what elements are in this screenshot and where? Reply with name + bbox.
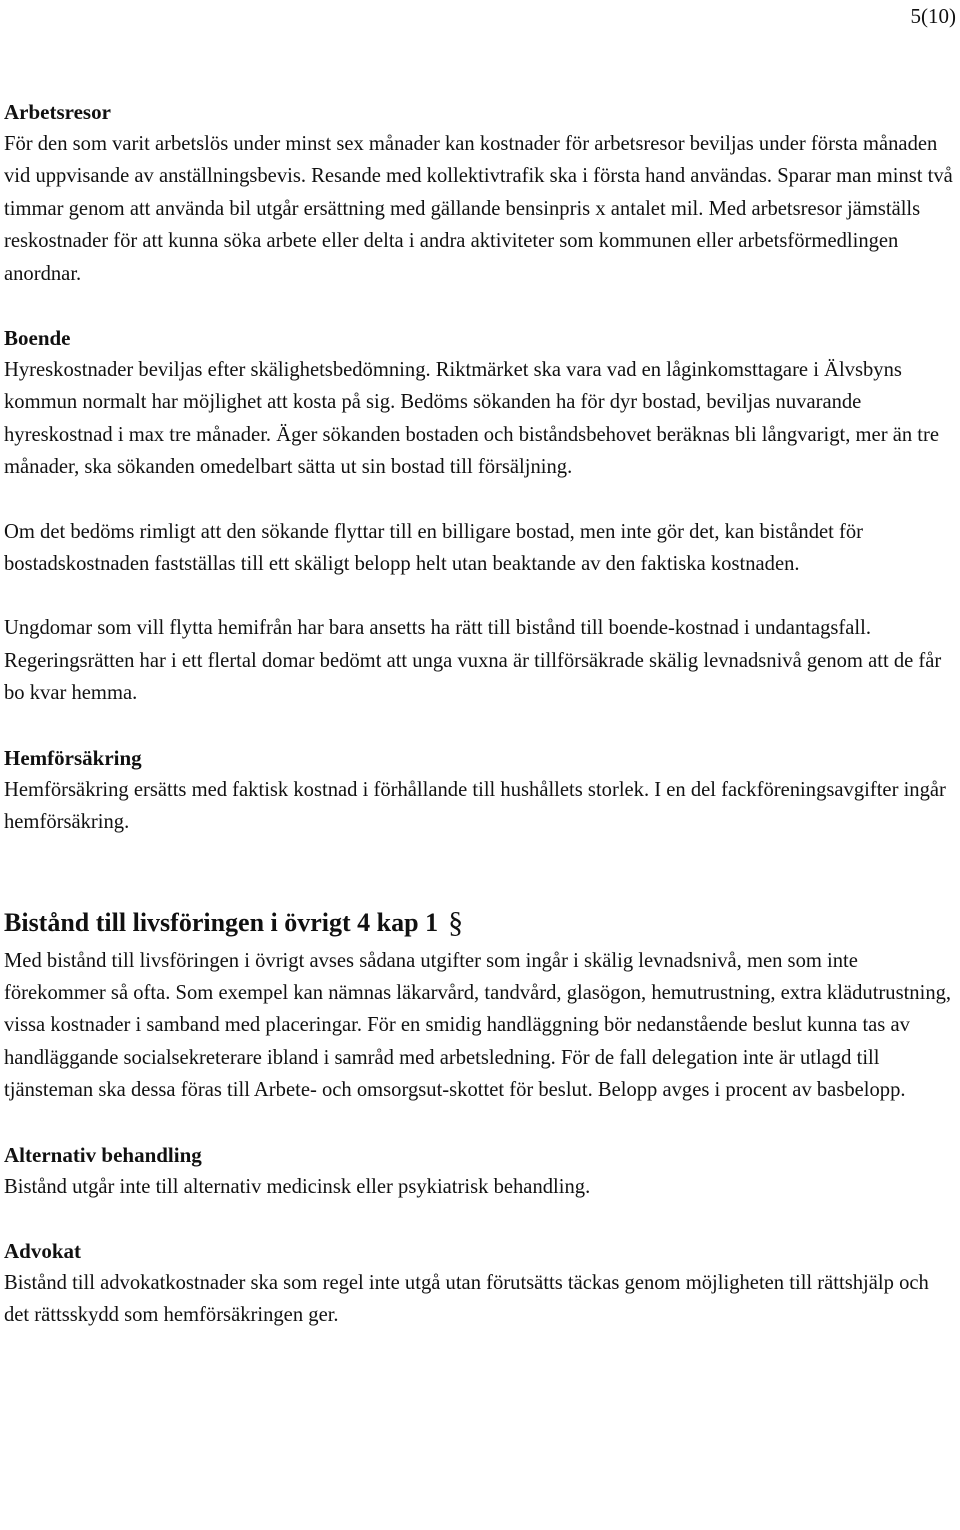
page-number: 5(10) [910, 4, 956, 28]
spacer [4, 580, 956, 612]
spacer [4, 839, 956, 901]
section-arbetsresor [4, 96, 956, 290]
paragraph-arbetsresor: För den som varit arbetslös under minst sex månader kan kostnader för arbetsresor beviljas under första månaden vid uppvisande av anställningsbevis. Resande med kollektivtrafik ska i första hand användas. Sparar man minst två timmar genom att använda bil utgår ersättning med gällande bensinpris x antalet mil. Med arbetsresor jämställs reskostnader för att kunna söka arbete eller delta i andra aktiviteter som kommunen eller arbetsförmedlingen anordnar. [4, 133, 953, 285]
section-hemforsakring [4, 742, 956, 839]
section-advokat [4, 1235, 956, 1332]
document-body [4, 96, 956, 1332]
section-sign-icon: § [448, 905, 464, 939]
spacer [4, 290, 956, 322]
heading-bistand [4, 901, 956, 945]
paragraph-advokat: Bistånd till advokatkostnader ska som regel inte utgå utan förutsätts täckas genom möjligheten till rättshjälp och det rättsskydd som hemförsäkringen ger. [4, 1271, 929, 1327]
section-bistand [4, 901, 956, 1107]
heading-advokat: Advokat [4, 1238, 82, 1263]
heading-boende: Boende [4, 326, 71, 351]
section-alternativ-behandling [4, 1139, 956, 1203]
spacer [4, 1107, 956, 1139]
heading-arbetsresor: Arbetsresor [4, 100, 111, 124]
section-boende [4, 322, 956, 710]
spacer [4, 484, 956, 516]
spacer [4, 1203, 956, 1235]
heading-bistand-text: Bistånd till livsföringen i övrigt 4 kap 1 [4, 907, 439, 937]
paragraph-boende-1: Hyreskostnader beviljas efter skälighetsbedömning. Riktmärket ska vara vad en låginkomsttagare i Älvsbyns kommun normalt har möjlighet att kosta på sig. Bedöms sökanden ha för dyr bostad, beviljas nuvarande hyreskostnad i max tre månader. Äger sökanden bostaden och biståndsbehovet beräknas bli långvarigt, mer än tre månader, ska sökanden omedelbart sätta ut sin bostad till försäljning. [4, 359, 940, 479]
paragraph-bistand: Med bistånd till livsföringen i övrigt avses sådana utgifter som ingår i skälig levnadsnivå, men som inte förekommer så ofta. Som exempel kan nämnas läkarvård, tandvård, glasögon, hemutrustning, extra klädutrustning, vissa kostnader i samband med placeringar. För en smidig handläggning bör nedanstående beslut kunna tas av handläggande socialsekreterare ibland i samråd med arbetsledning. För de fall delegation inte är utlagd till tjänsteman ska dessa föras till Arbete- och omsorgsut-skottet för beslut. Belopp avges i procent av basbelopp. [4, 949, 952, 1102]
paragraph-hemforsakring: Hemförsäkring ersätts med faktisk kostnad i förhållande till hushållets storlek. I en del fackföreningsavgifter ingår hemförsäkring. [4, 778, 946, 834]
heading-alternativ-behandling: Alternativ behandling [4, 1142, 202, 1167]
paragraph-boende-2: Om det bedöms rimligt att den sökande flyttar till en billigare bostad, men inte gör det, kan biståndet för bostadskostnaden fastställas till ett skäligt belopp helt utan beaktande av den faktiska kostnaden. [4, 520, 864, 576]
heading-hemforsakring: Hemförsäkring [4, 745, 142, 770]
spacer [4, 710, 956, 742]
paragraph-alternativ-behandling: Bistånd utgår inte till alternativ medicinsk eller psykiatrisk behandling. [4, 1175, 591, 1198]
paragraph-boende-3: Ungdomar som vill flytta hemifrån har bara ansetts ha rätt till bistånd till boende-kostnad i undantagsfall. Regeringsrätten har i ett flertal domar bedömt att unga vuxna är tillförsäkrade skälig levnadsnivå genom att de får bo kvar hemma. [4, 617, 942, 705]
